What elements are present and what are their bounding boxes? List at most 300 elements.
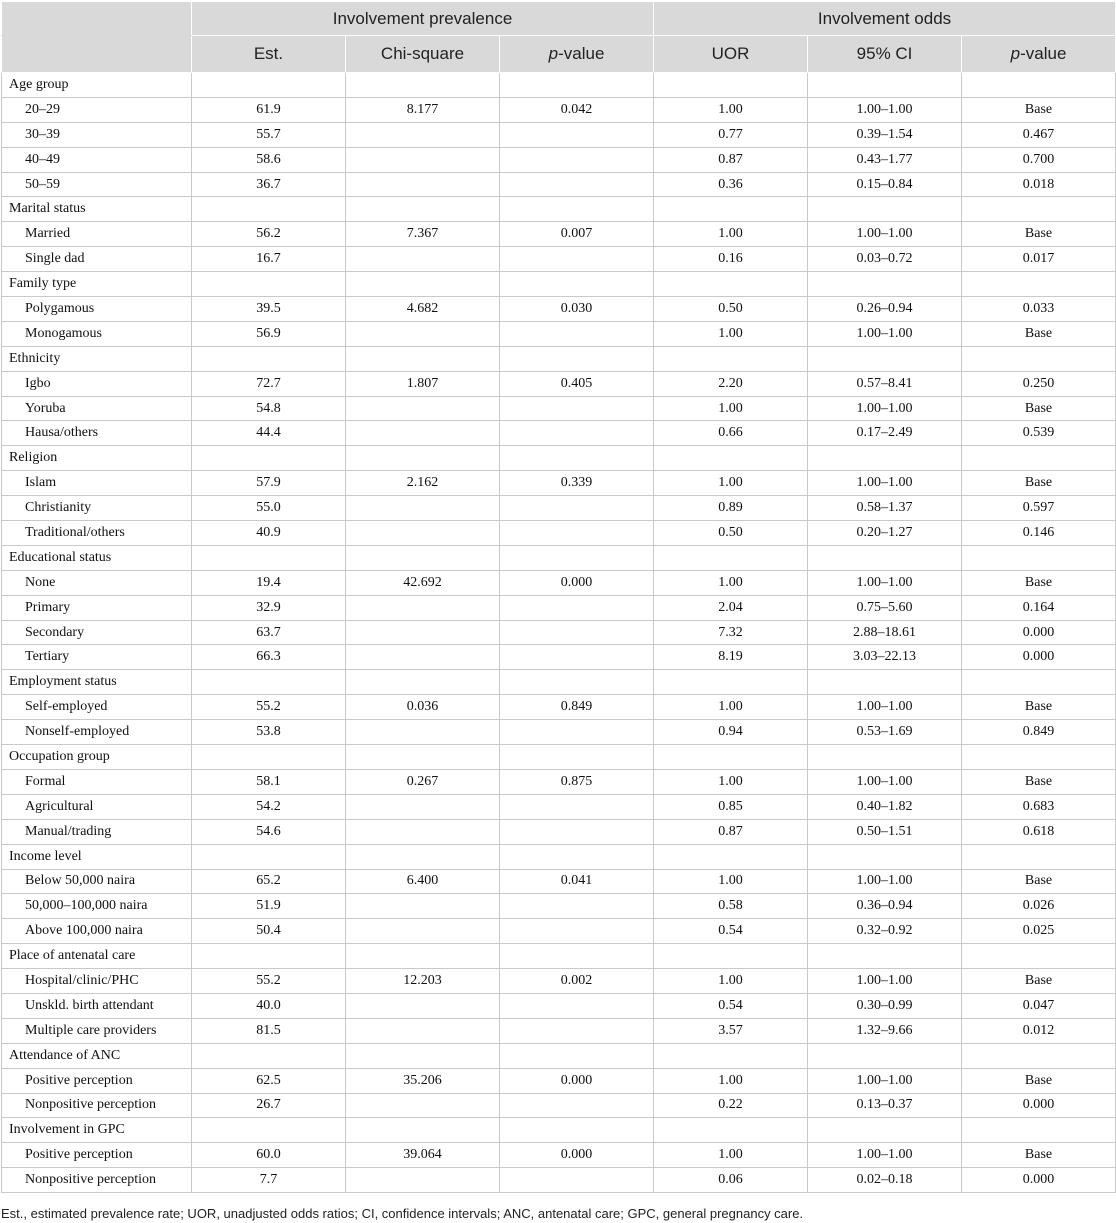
row-label: Nonpositive perception (2, 1093, 192, 1118)
empty-cell (192, 745, 346, 770)
empty-cell (500, 1043, 654, 1068)
cell-chi-square (346, 521, 500, 546)
cell-p-value (500, 595, 654, 620)
header-p-suffix: -value (558, 44, 605, 63)
empty-cell (346, 272, 500, 297)
empty-cell (654, 272, 808, 297)
cell-uor: 0.94 (654, 720, 808, 745)
empty-cell (346, 844, 500, 869)
table-row (2, 1018, 1116, 1043)
empty-cell (346, 545, 500, 570)
cell-odds-p-value: 0.012 (962, 1018, 1116, 1043)
row-label: Positive perception (2, 1143, 192, 1168)
cell-est: 44.4 (192, 421, 346, 446)
row-label: Married (2, 222, 192, 247)
empty-cell (192, 844, 346, 869)
cell-odds-p-value: Base (962, 695, 1116, 720)
empty-cell (808, 844, 962, 869)
cell-odds-p-value: 0.146 (962, 521, 1116, 546)
cell-95-ci: 0.02–0.18 (808, 1168, 962, 1193)
cell-uor: 0.85 (654, 794, 808, 819)
cell-uor: 0.58 (654, 894, 808, 919)
table-row (2, 695, 1116, 720)
table-row (2, 720, 1116, 745)
cell-odds-p-value: 0.026 (962, 894, 1116, 919)
cell-p-value (500, 993, 654, 1018)
cell-p-value: 0.000 (500, 570, 654, 595)
row-label: Tertiary (2, 645, 192, 670)
cell-p-value (500, 1093, 654, 1118)
group-label: Family type (2, 272, 192, 297)
empty-cell (500, 346, 654, 371)
empty-cell (808, 197, 962, 222)
cell-est: 66.3 (192, 645, 346, 670)
cell-95-ci: 1.00–1.00 (808, 969, 962, 994)
cell-uor: 1.00 (654, 1068, 808, 1093)
cell-est: 56.9 (192, 321, 346, 346)
cell-odds-p-value: 0.033 (962, 297, 1116, 322)
cell-95-ci: 1.00–1.00 (808, 869, 962, 894)
row-label: Nonpositive perception (2, 1168, 192, 1193)
row-label: Hospital/clinic/PHC (2, 969, 192, 994)
cell-odds-p-value: 0.025 (962, 919, 1116, 944)
cell-uor: 1.00 (654, 471, 808, 496)
cell-est: 57.9 (192, 471, 346, 496)
cell-odds-p-value: 0.047 (962, 993, 1116, 1018)
cell-chi-square (346, 122, 500, 147)
empty-cell (962, 745, 1116, 770)
empty-cell (962, 73, 1116, 98)
cell-est: 55.7 (192, 122, 346, 147)
cell-chi-square (346, 172, 500, 197)
cell-chi-square (346, 595, 500, 620)
cell-chi-square (346, 147, 500, 172)
table-row (2, 321, 1116, 346)
empty-cell (500, 944, 654, 969)
cell-uor: 3.57 (654, 1018, 808, 1043)
row-label: Hausa/others (2, 421, 192, 446)
cell-odds-p-value: Base (962, 97, 1116, 122)
cell-odds-p-value: 0.250 (962, 371, 1116, 396)
cell-uor: 8.19 (654, 645, 808, 670)
empty-cell (346, 73, 500, 98)
header-group-prevalence: Involvement prevalence (192, 2, 654, 36)
empty-cell (808, 272, 962, 297)
cell-est: 7.7 (192, 1168, 346, 1193)
empty-cell (808, 346, 962, 371)
empty-cell (500, 446, 654, 471)
cell-uor: 2.20 (654, 371, 808, 396)
row-label: 50–59 (2, 172, 192, 197)
group-label: Educational status (2, 545, 192, 570)
table-row (2, 919, 1116, 944)
cell-chi-square: 42.692 (346, 570, 500, 595)
cell-uor: 0.22 (654, 1093, 808, 1118)
cell-p-value: 0.849 (500, 695, 654, 720)
group-header-row (2, 844, 1116, 869)
group-header-row (2, 272, 1116, 297)
cell-chi-square: 1.807 (346, 371, 500, 396)
table-row (2, 794, 1116, 819)
group-header-row (2, 545, 1116, 570)
cell-chi-square (346, 396, 500, 421)
cell-95-ci: 1.00–1.00 (808, 570, 962, 595)
cell-p-value (500, 645, 654, 670)
table-row (2, 122, 1116, 147)
row-label: Unskld. birth attendant (2, 993, 192, 1018)
empty-cell (346, 745, 500, 770)
empty-cell (500, 1118, 654, 1143)
empty-cell (962, 1043, 1116, 1068)
cell-chi-square: 35.206 (346, 1068, 500, 1093)
row-label: Multiple care providers (2, 1018, 192, 1043)
empty-cell (192, 446, 346, 471)
table-row (2, 371, 1116, 396)
row-label: Manual/trading (2, 819, 192, 844)
cell-p-value (500, 172, 654, 197)
group-label: Marital status (2, 197, 192, 222)
cell-est: 36.7 (192, 172, 346, 197)
cell-p-value: 0.000 (500, 1143, 654, 1168)
cell-95-ci: 1.00–1.00 (808, 396, 962, 421)
empty-cell (654, 446, 808, 471)
cell-chi-square: 8.177 (346, 97, 500, 122)
cell-chi-square (346, 919, 500, 944)
row-label: Self-employed (2, 695, 192, 720)
cell-95-ci: 1.00–1.00 (808, 1068, 962, 1093)
group-header-row (2, 73, 1116, 98)
group-header-row (2, 346, 1116, 371)
table-row (2, 819, 1116, 844)
cell-chi-square (346, 321, 500, 346)
table-row (2, 421, 1116, 446)
group-label: Place of antenatal care (2, 944, 192, 969)
empty-cell (346, 944, 500, 969)
cell-p-value (500, 396, 654, 421)
cell-p-value (500, 421, 654, 446)
empty-cell (808, 745, 962, 770)
cell-p-value (500, 1018, 654, 1043)
cell-est: 62.5 (192, 1068, 346, 1093)
table-row (2, 894, 1116, 919)
row-label: Secondary (2, 620, 192, 645)
cell-95-ci: 0.20–1.27 (808, 521, 962, 546)
cell-p-value: 0.405 (500, 371, 654, 396)
cell-uor: 1.00 (654, 869, 808, 894)
cell-uor: 0.50 (654, 521, 808, 546)
empty-cell (654, 944, 808, 969)
table-row (2, 1093, 1116, 1118)
cell-uor: 1.00 (654, 570, 808, 595)
empty-cell (962, 446, 1116, 471)
cell-95-ci: 3.03–22.13 (808, 645, 962, 670)
cell-95-ci: 0.17–2.49 (808, 421, 962, 446)
group-header-row (2, 1118, 1116, 1143)
cell-uor: 1.00 (654, 695, 808, 720)
row-label: 50,000–100,000 naira (2, 894, 192, 919)
row-label: Traditional/others (2, 521, 192, 546)
cell-odds-p-value: 0.539 (962, 421, 1116, 446)
group-header-row (2, 944, 1116, 969)
cell-95-ci: 0.57–8.41 (808, 371, 962, 396)
cell-odds-p-value: 0.700 (962, 147, 1116, 172)
empty-cell (962, 1118, 1116, 1143)
row-label: Primary (2, 595, 192, 620)
empty-cell (654, 1118, 808, 1143)
cell-uor: 1.00 (654, 769, 808, 794)
cell-est: 72.7 (192, 371, 346, 396)
cell-chi-square (346, 421, 500, 446)
group-label: Ethnicity (2, 346, 192, 371)
cell-95-ci: 0.32–0.92 (808, 919, 962, 944)
empty-cell (500, 745, 654, 770)
table-header (2, 2, 1116, 73)
empty-cell (192, 1043, 346, 1068)
group-header-row (2, 197, 1116, 222)
table-row (2, 521, 1116, 546)
cell-95-ci: 0.43–1.77 (808, 147, 962, 172)
cell-odds-p-value: Base (962, 1068, 1116, 1093)
group-header-row (2, 446, 1116, 471)
row-label: Formal (2, 769, 192, 794)
group-label: Employment status (2, 670, 192, 695)
empty-cell (808, 944, 962, 969)
cell-odds-p-value: 0.018 (962, 172, 1116, 197)
empty-cell (500, 670, 654, 695)
cell-est: 39.5 (192, 297, 346, 322)
table-row (2, 222, 1116, 247)
cell-p-value (500, 122, 654, 147)
cell-est: 55.0 (192, 496, 346, 521)
header-est: Est. (192, 36, 346, 73)
cell-95-ci: 1.00–1.00 (808, 471, 962, 496)
cell-95-ci: 1.00–1.00 (808, 695, 962, 720)
empty-cell (192, 197, 346, 222)
empty-cell (654, 73, 808, 98)
row-label: 40–49 (2, 147, 192, 172)
cell-odds-p-value: Base (962, 969, 1116, 994)
cell-95-ci: 0.58–1.37 (808, 496, 962, 521)
cell-p-value (500, 794, 654, 819)
cell-p-value (500, 720, 654, 745)
cell-95-ci: 2.88–18.61 (808, 620, 962, 645)
cell-odds-p-value: 0.597 (962, 496, 1116, 521)
empty-cell (346, 1043, 500, 1068)
cell-95-ci: 0.50–1.51 (808, 819, 962, 844)
cell-est: 40.9 (192, 521, 346, 546)
empty-cell (500, 545, 654, 570)
cell-p-value (500, 321, 654, 346)
cell-p-value: 0.000 (500, 1068, 654, 1093)
cell-uor: 0.89 (654, 496, 808, 521)
cell-odds-p-value: 0.467 (962, 122, 1116, 147)
empty-cell (192, 545, 346, 570)
cell-95-ci: 1.32–9.66 (808, 1018, 962, 1043)
cell-chi-square: 2.162 (346, 471, 500, 496)
cell-p-value (500, 521, 654, 546)
cell-95-ci: 1.00–1.00 (808, 97, 962, 122)
header-variable (2, 36, 192, 73)
cell-p-value (500, 819, 654, 844)
cell-uor: 0.66 (654, 421, 808, 446)
cell-95-ci: 0.39–1.54 (808, 122, 962, 147)
cell-p-value: 0.042 (500, 97, 654, 122)
cell-uor: 0.54 (654, 919, 808, 944)
row-label: Monogamous (2, 321, 192, 346)
cell-uor: 0.54 (654, 993, 808, 1018)
table-row (2, 97, 1116, 122)
row-label: Agricultural (2, 794, 192, 819)
cell-chi-square (346, 247, 500, 272)
cell-95-ci: 0.40–1.82 (808, 794, 962, 819)
cell-est: 40.0 (192, 993, 346, 1018)
group-label: Religion (2, 446, 192, 471)
cell-odds-p-value: 0.164 (962, 595, 1116, 620)
cell-odds-p-value: Base (962, 570, 1116, 595)
table-footnote: Est., estimated prevalence rate; UOR, unadjusted odds ratios; CI, confidence intervals; ANC, antenatal care; GPC, general pregnancy care. (1, 1206, 804, 1221)
cell-95-ci: 0.26–0.94 (808, 297, 962, 322)
group-label: Involvement in GPC (2, 1118, 192, 1143)
header-chi-square: Chi-square (346, 36, 500, 73)
group-header-row (2, 670, 1116, 695)
table-row (2, 769, 1116, 794)
group-label: Income level (2, 844, 192, 869)
empty-cell (192, 1118, 346, 1143)
cell-uor: 0.36 (654, 172, 808, 197)
cell-odds-p-value: Base (962, 869, 1116, 894)
cell-chi-square (346, 645, 500, 670)
cell-odds-p-value: 0.000 (962, 620, 1116, 645)
cell-est: 19.4 (192, 570, 346, 595)
row-label: Below 50,000 naira (2, 869, 192, 894)
cell-95-ci: 0.53–1.69 (808, 720, 962, 745)
empty-cell (500, 844, 654, 869)
cell-95-ci: 0.75–5.60 (808, 595, 962, 620)
empty-cell (962, 944, 1116, 969)
cell-chi-square (346, 720, 500, 745)
cell-uor: 1.00 (654, 396, 808, 421)
empty-cell (654, 670, 808, 695)
cell-chi-square (346, 993, 500, 1018)
row-label: Positive perception (2, 1068, 192, 1093)
empty-cell (808, 670, 962, 695)
empty-cell (808, 545, 962, 570)
empty-cell (192, 670, 346, 695)
empty-cell (346, 346, 500, 371)
empty-cell (962, 545, 1116, 570)
cell-95-ci: 0.36–0.94 (808, 894, 962, 919)
cell-odds-p-value: Base (962, 471, 1116, 496)
header-p-suffix: -value (1020, 44, 1067, 63)
empty-cell (654, 1043, 808, 1068)
header-95-ci: 95% CI (808, 36, 962, 73)
empty-cell (192, 73, 346, 98)
header-uor: UOR (654, 36, 808, 73)
cell-uor: 7.32 (654, 620, 808, 645)
table-row (2, 620, 1116, 645)
cell-p-value (500, 919, 654, 944)
group-header-row (2, 1043, 1116, 1068)
cell-95-ci: 1.00–1.00 (808, 321, 962, 346)
empty-cell (654, 197, 808, 222)
cell-p-value (500, 894, 654, 919)
cell-p-value: 0.041 (500, 869, 654, 894)
cell-uor: 0.06 (654, 1168, 808, 1193)
cell-odds-p-value: Base (962, 222, 1116, 247)
header-p-italic: p (548, 44, 559, 63)
table-body (2, 73, 1116, 1193)
empty-cell (962, 197, 1116, 222)
table-row (2, 993, 1116, 1018)
cell-uor: 0.87 (654, 147, 808, 172)
header-p-value-odds (962, 36, 1116, 73)
table-row (2, 969, 1116, 994)
empty-cell (808, 73, 962, 98)
cell-est: 58.6 (192, 147, 346, 172)
cell-uor: 1.00 (654, 97, 808, 122)
header-corner (2, 2, 192, 36)
empty-cell (962, 272, 1116, 297)
cell-est: 32.9 (192, 595, 346, 620)
cell-est: 55.2 (192, 695, 346, 720)
cell-chi-square (346, 819, 500, 844)
cell-est: 63.7 (192, 620, 346, 645)
cell-95-ci: 0.30–0.99 (808, 993, 962, 1018)
cell-chi-square: 12.203 (346, 969, 500, 994)
cell-chi-square: 4.682 (346, 297, 500, 322)
cell-est: 54.8 (192, 396, 346, 421)
empty-cell (808, 1043, 962, 1068)
cell-odds-p-value: Base (962, 321, 1116, 346)
cell-odds-p-value: Base (962, 396, 1116, 421)
row-label: None (2, 570, 192, 595)
empty-cell (192, 944, 346, 969)
row-label: 20–29 (2, 97, 192, 122)
empty-cell (654, 844, 808, 869)
cell-uor: 1.00 (654, 321, 808, 346)
table-row (2, 570, 1116, 595)
row-label: Christianity (2, 496, 192, 521)
cell-95-ci: 1.00–1.00 (808, 222, 962, 247)
group-label: Age group (2, 73, 192, 98)
cell-p-value (500, 247, 654, 272)
table-row (2, 172, 1116, 197)
cell-p-value (500, 147, 654, 172)
cell-uor: 0.50 (654, 297, 808, 322)
cell-est: 61.9 (192, 97, 346, 122)
cell-p-value: 0.339 (500, 471, 654, 496)
cell-est: 16.7 (192, 247, 346, 272)
empty-cell (192, 346, 346, 371)
row-label: Yoruba (2, 396, 192, 421)
cell-95-ci: 0.15–0.84 (808, 172, 962, 197)
cell-chi-square (346, 1018, 500, 1043)
cell-uor: 2.04 (654, 595, 808, 620)
cell-uor: 1.00 (654, 222, 808, 247)
cell-chi-square (346, 794, 500, 819)
cell-uor: 0.16 (654, 247, 808, 272)
cell-est: 56.2 (192, 222, 346, 247)
cell-chi-square (346, 1093, 500, 1118)
cell-odds-p-value: 0.849 (962, 720, 1116, 745)
cell-chi-square (346, 1168, 500, 1193)
cell-chi-square: 39.064 (346, 1143, 500, 1168)
row-label: Islam (2, 471, 192, 496)
cell-odds-p-value: 0.000 (962, 1168, 1116, 1193)
empty-cell (962, 346, 1116, 371)
cell-est: 81.5 (192, 1018, 346, 1043)
cell-est: 26.7 (192, 1093, 346, 1118)
